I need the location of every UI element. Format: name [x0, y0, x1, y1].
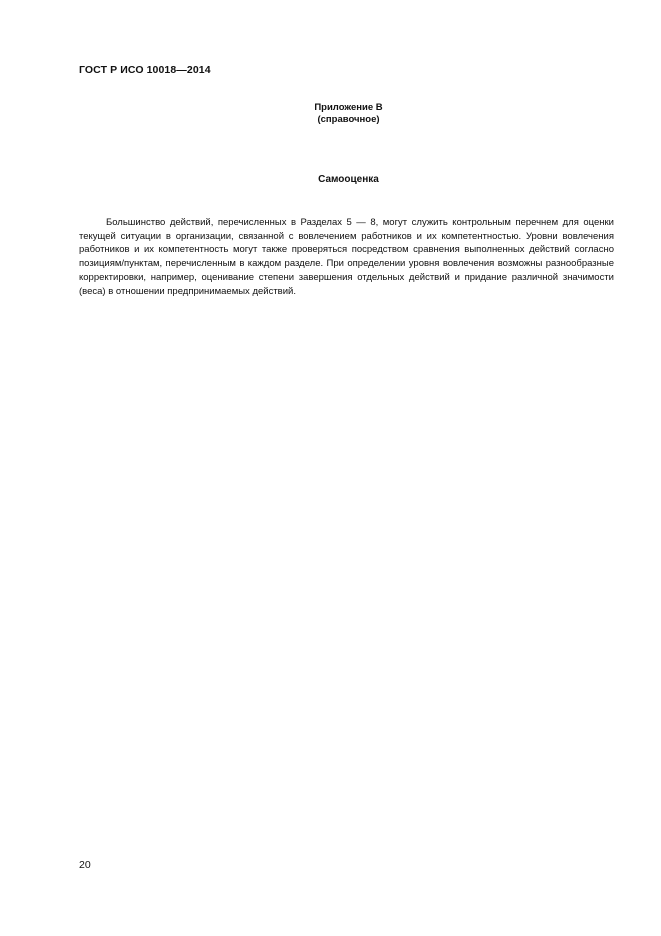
body-paragraph: Большинство действий, перечисленных в Разделах 5 — 8, могут служить контрольным перечнем для оценки текущей ситуации в организации, связанной с вовлечением работников и их компетентностью. Уровни вовлечения работников и их компетентность могут также проверяться посредством сравнения выполненных действий согласно позициям/пунктам, перечисленным в каждом разделе. При определении уровня вовлечения возможны разнообразные корректировки, например, оценивание степени завершения отдельных действий и придание различной значимости (веса) в отношении предпринимаемых действий. [79, 217, 614, 297]
annex-title: Приложение В [314, 102, 383, 113]
standard-code-header: ГОСТ Р ИСО 10018—2014 [79, 64, 211, 76]
annex-heading [0, 102, 661, 126]
page-number: 20 [79, 859, 91, 871]
annex-subtitle: (справочное) [317, 114, 380, 125]
section-title: Самооценка [318, 174, 379, 185]
section-title-wrapper [0, 174, 661, 185]
